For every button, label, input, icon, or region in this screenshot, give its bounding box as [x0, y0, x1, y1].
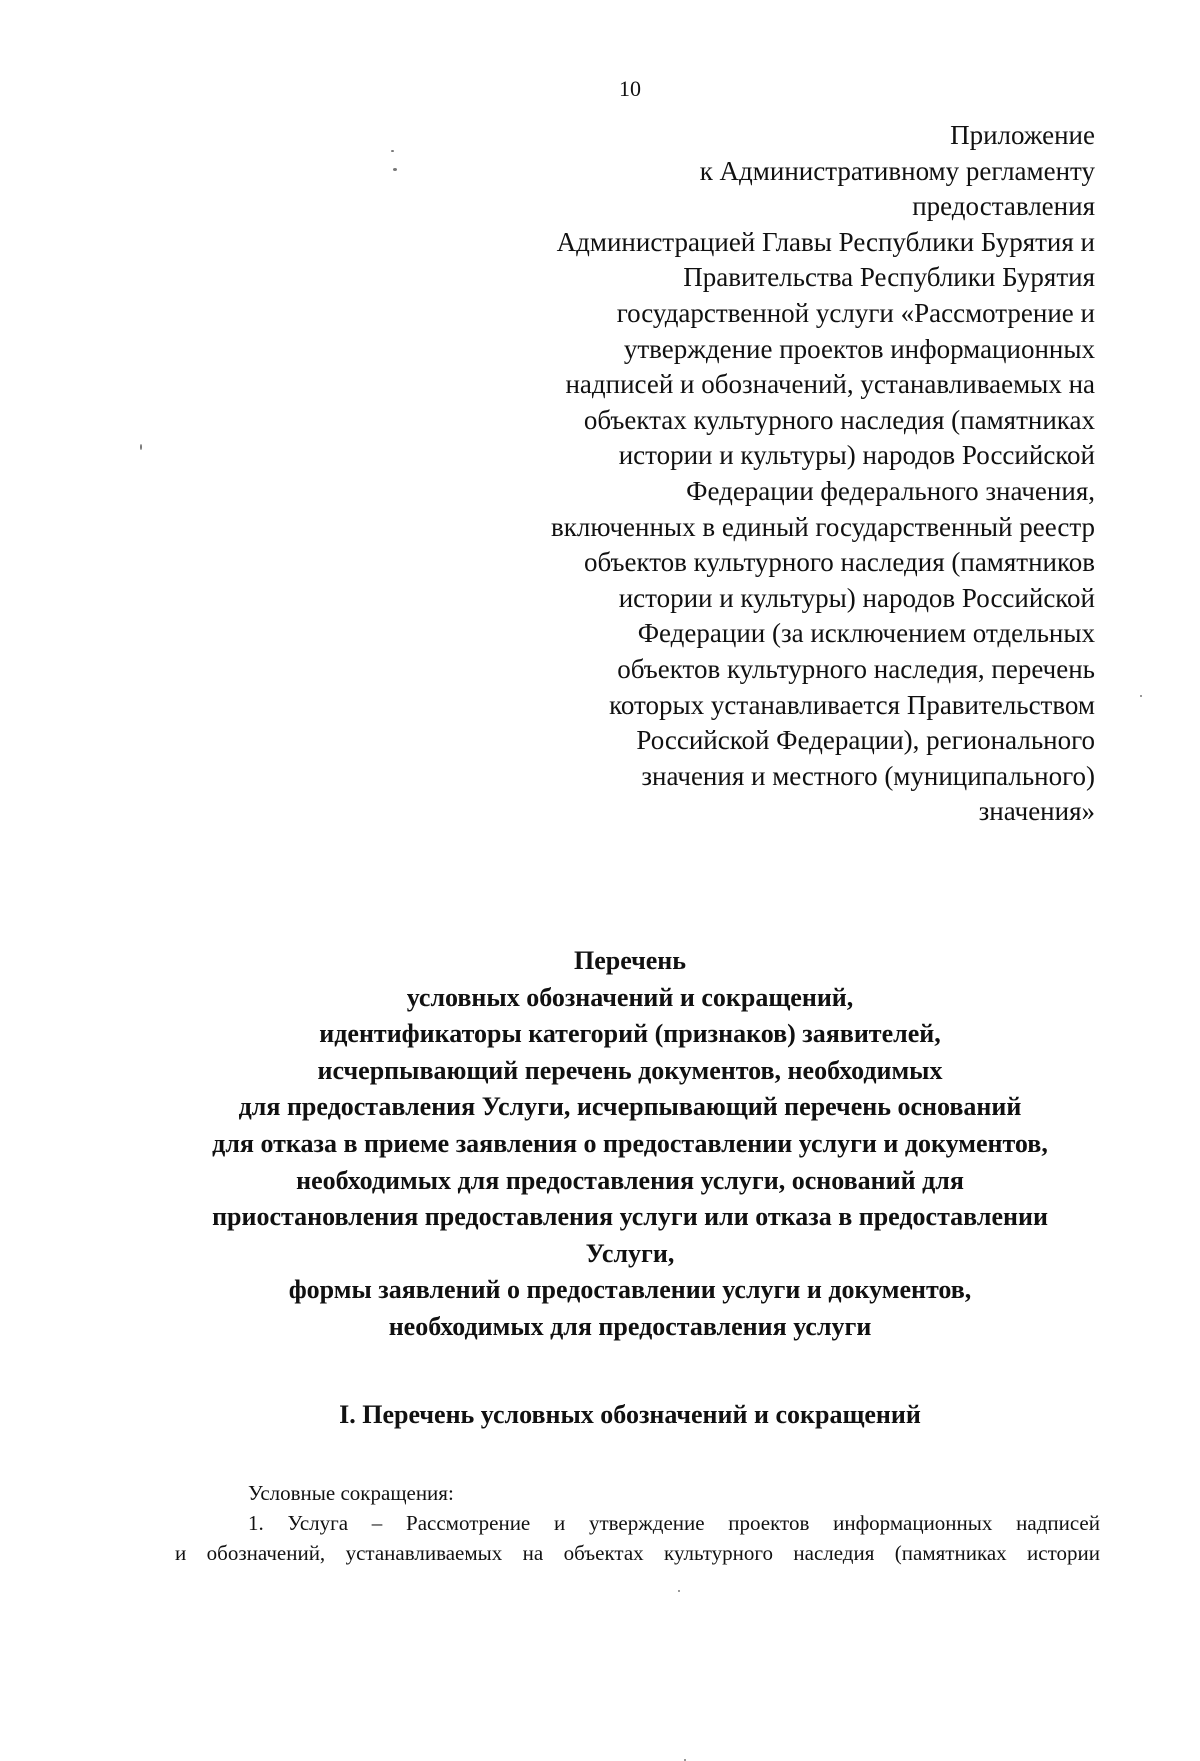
scan-speck	[678, 1590, 680, 1592]
scan-speck	[393, 168, 397, 171]
appendix-line: утверждение проектов информационных	[623, 333, 1095, 364]
list-item-first-line: 1. Услуга – Рассмотрение и утверждение проектов информационных надписей	[248, 1511, 1100, 1535]
appendix-line: Российской Федерации), регионального	[636, 725, 1095, 756]
title-line: необходимых для предоставления услуги	[388, 1311, 872, 1341]
appendix-line: объектов культурного наследия, перечень	[617, 653, 1095, 684]
appendix-line: Федерации (за исключением отдельных	[637, 618, 1095, 649]
title-line: необходимых для предоставления услуги, оснований для	[296, 1165, 964, 1195]
appendix-line: государственной услуги «Рассмотрение и	[616, 297, 1095, 328]
appendix-line: предоставления	[912, 191, 1095, 222]
appendix-line: значения»	[978, 796, 1095, 827]
appendix-line: Приложение	[950, 120, 1095, 150]
title-line: приостановления предоставления услуги или отказа в предоставлении	[212, 1202, 1048, 1232]
title-line: для предоставления Услуги, исчерпывающий перечень оснований	[238, 1092, 1022, 1122]
scan-speck	[391, 150, 394, 152]
scan-speck	[1140, 695, 1142, 697]
section-heading: I. Перечень условных обозначений и сокращений	[339, 1400, 921, 1429]
title-line: условных обозначений и сокращений,	[406, 982, 854, 1012]
appendix-line: Правительства Республики Бурятия	[683, 262, 1095, 293]
appendix-line: надписей и обозначений, устанавливаемых на	[565, 369, 1095, 400]
appendix-line: истории и культуры) народов Российской	[618, 440, 1095, 471]
title-line: идентификаторы категорий (признаков) заявителей,	[319, 1019, 941, 1049]
appendix-header	[455, 118, 1095, 830]
appendix-line: включенных в единый государственный реестр	[550, 511, 1095, 542]
appendix-line: объектов культурного наследия (памятников	[583, 547, 1095, 578]
document-title	[150, 943, 1110, 1346]
appendix-line: которых устанавливается Правительством	[609, 689, 1095, 720]
title-line: исчерпывающий перечень документов, необходимых	[317, 1055, 943, 1085]
appendix-line: Администрацией Главы Республики Бурятия и	[556, 226, 1095, 257]
title-line: Перечень	[573, 946, 687, 975]
title-line: Услуги,	[585, 1238, 675, 1268]
body-text	[175, 1478, 1100, 1568]
page-number: 10	[619, 76, 641, 101]
title-line: для отказа в приеме заявления о предоставлении услуги и документов,	[212, 1128, 1048, 1158]
scan-speck	[140, 444, 142, 450]
appendix-line: к Административному регламенту	[699, 155, 1095, 186]
title-line: формы заявлений о предоставлении услуги и документов,	[288, 1275, 972, 1305]
appendix-line: Федерации федерального значения,	[686, 475, 1095, 506]
appendix-line: истории и культуры) народов Российской	[618, 582, 1095, 613]
list-item-continuation: и обозначений, устанавливаемых на объектах культурного наследия (памятниках истории	[175, 1541, 1100, 1565]
appendix-line: объектах культурного наследия (памятниках	[583, 404, 1095, 435]
abbreviations-label: Условные сокращения:	[248, 1481, 454, 1505]
appendix-line: значения и местного (муниципального)	[641, 760, 1095, 791]
